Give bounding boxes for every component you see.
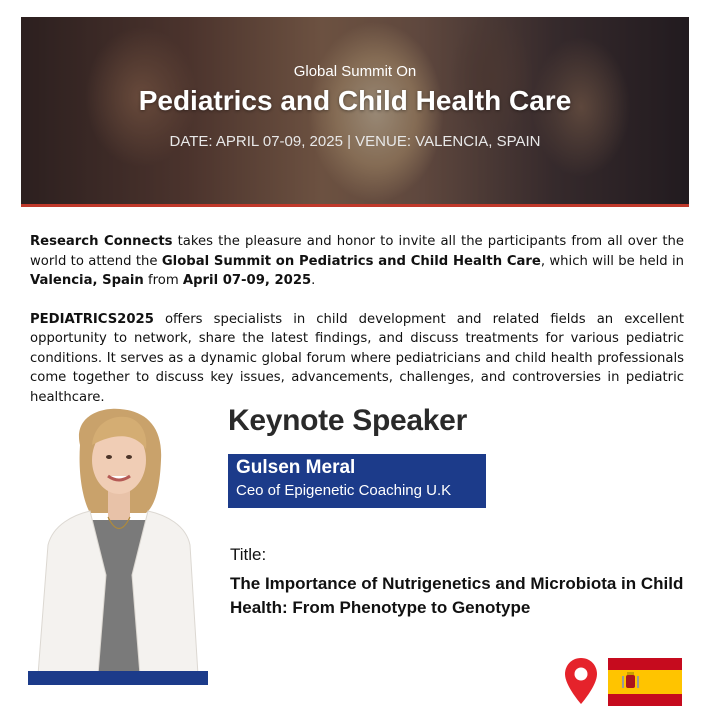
intro-text-span: .	[311, 273, 316, 288]
spain-flag-icon	[608, 658, 682, 706]
hero-banner	[21, 17, 689, 207]
talk-title: The Importance of Nutrigenetics and Microbiota in Child Health: From Phenotype to Genotype	[230, 574, 684, 617]
intro-text-span: takes the pleasure and honor to invite all the participants from all over the world to attend the	[30, 234, 684, 269]
speaker-name-box	[228, 454, 486, 508]
intro-text-span: from	[143, 273, 183, 288]
intro-text-span: offers specialists in child development and related fields an excellent opportunity to network, share the latest findings, and discuss treatments for various pediatric conditions. It serves as a dynamic global forum where pediatricians and child health professionals come together to discuss key issues, advancements, challenges, and controversies in pediatric healthcare.	[30, 311, 684, 405]
banner-title: Pediatrics and Child Health Care	[138, 85, 572, 116]
organizer-name: Research Connects	[30, 234, 173, 249]
intro-paragraph-1	[30, 232, 684, 291]
map-pin-icon	[563, 656, 599, 706]
intro-paragraph-2	[30, 310, 684, 408]
talk-title-label: Title:	[230, 545, 267, 564]
event-location: Valencia, Spain	[30, 273, 144, 288]
intro-text	[30, 232, 684, 426]
event-name: Global Summit on Pediatrics and Child Health Care	[161, 253, 541, 269]
intro-text-span: , which will be held in	[540, 253, 684, 269]
event-code: PEDIATRICS2025	[30, 311, 154, 327]
speaker-role: Ceo of Epigenetic Coaching U.K	[236, 482, 452, 499]
photo-accent-bar	[28, 671, 208, 685]
banner-date-venue: DATE: APRIL 07-09, 2025 | VENUE: VALENCIA, SPAIN	[169, 133, 541, 150]
keynote-heading: Keynote Speaker	[228, 404, 467, 437]
speaker-name: Gulsen Meral	[236, 457, 356, 478]
speaker-photo	[28, 405, 208, 685]
banner-subtitle: Global Summit On	[293, 63, 417, 80]
event-dates: April 07-09, 2025	[182, 273, 312, 288]
